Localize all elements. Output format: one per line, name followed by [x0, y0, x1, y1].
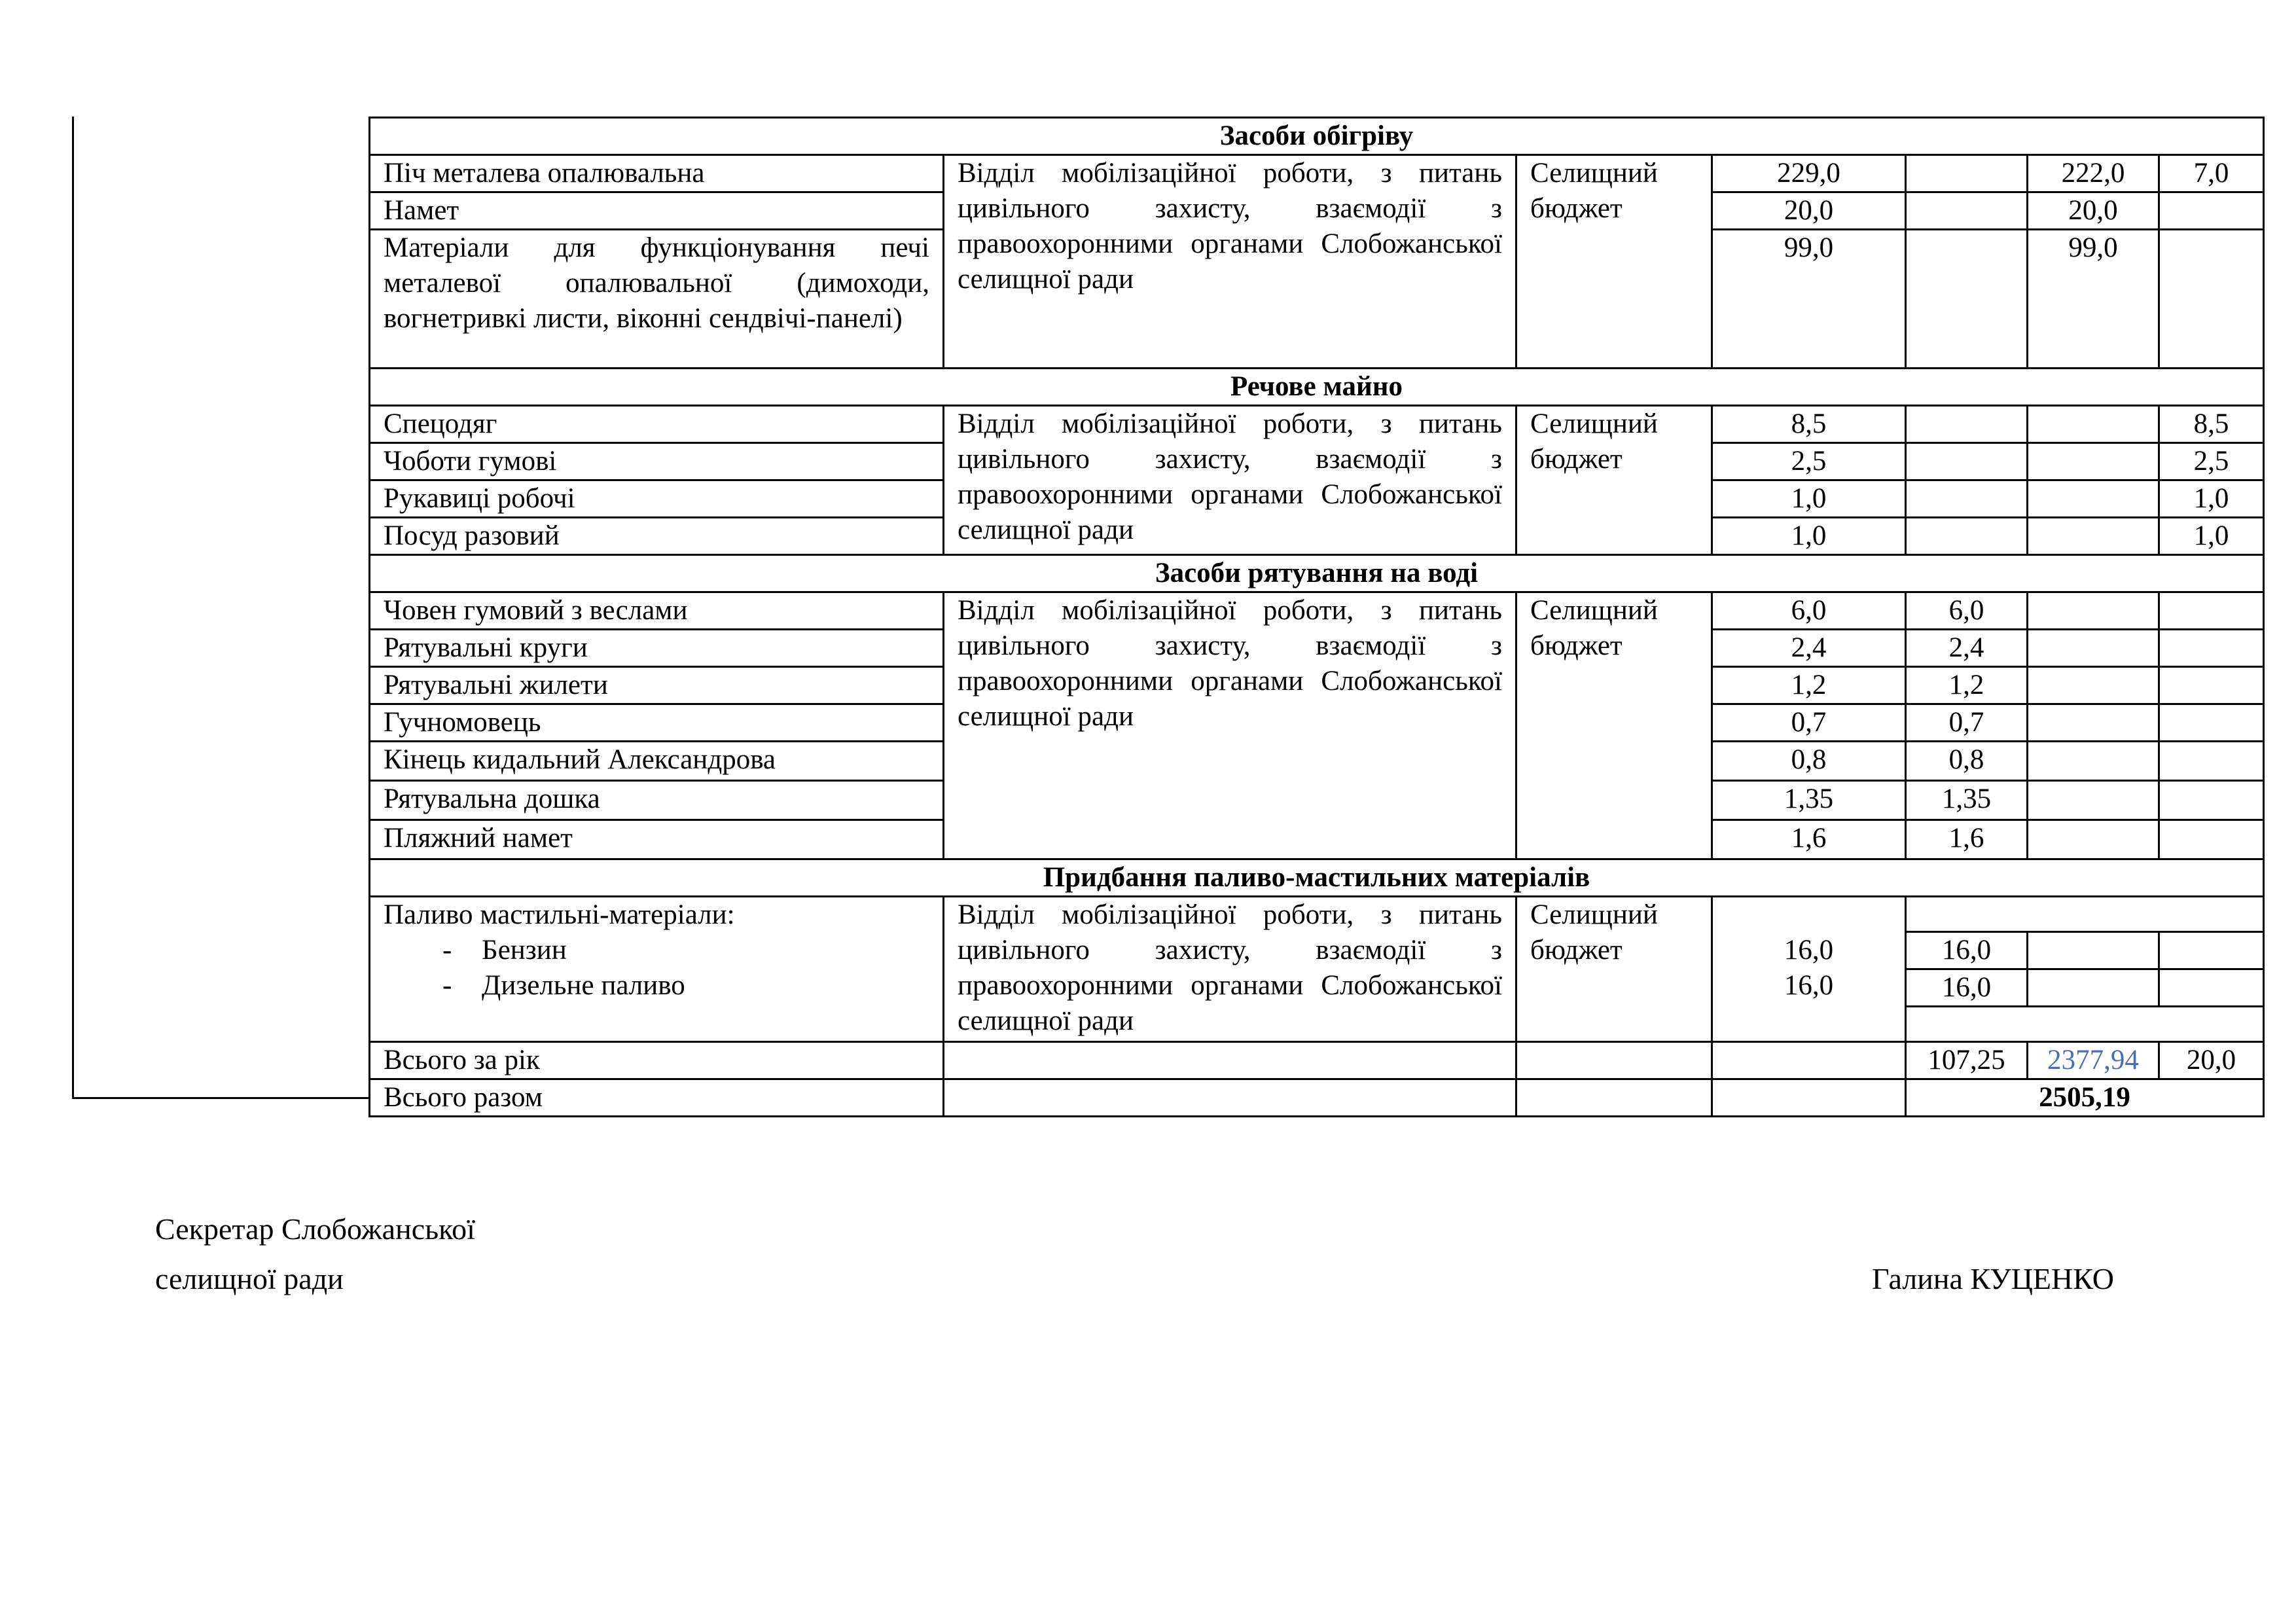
amount-total: 229,0	[1712, 155, 1906, 192]
amount-col1	[1906, 230, 2028, 369]
empty-cell	[1906, 897, 2264, 932]
signature-position-line1: Секретар Слобожанської	[155, 1212, 475, 1246]
total-year-col2: 2377,94	[2028, 1042, 2159, 1079]
item-name: Спецодяг	[370, 406, 944, 443]
item-name: Посуд разовий	[370, 518, 944, 555]
empty-cell	[1712, 1042, 1906, 1079]
fuel-total-cell	[1712, 897, 1906, 1042]
item-name: Човен гумовий з веслами	[370, 592, 944, 630]
amount-total: 16,0	[1784, 970, 1834, 1001]
amount-total: 2,4	[1712, 630, 1906, 667]
empty-cell	[2159, 932, 2264, 969]
amount-total: 1,0	[1712, 480, 1906, 518]
amount-total: 20,0	[1712, 192, 1906, 230]
total-year-col3: 20,0	[2159, 1042, 2264, 1079]
item-name: Рукавиці робочі	[370, 480, 944, 518]
amount-col2: 20,0	[2028, 192, 2159, 230]
amount-total: 2,5	[1712, 443, 1906, 480]
amount-col2	[2028, 781, 2159, 820]
amount-col1: 2,4	[1906, 630, 2028, 667]
amount-col1: 0,8	[1906, 742, 2028, 781]
item-name: Рятувальна дошка	[370, 781, 944, 820]
list-dash: -	[442, 935, 452, 965]
total-year-label: Всього за рік	[370, 1042, 944, 1079]
funding-source-cell: Селищний бюджет	[1516, 155, 1712, 369]
signature-name: Галина КУЦЕНКО	[1872, 1262, 2114, 1295]
fuel-item-name: Дизельне паливо	[482, 970, 685, 1001]
amount-total: 99,0	[1712, 230, 1906, 369]
amount-col3: 8,5	[2159, 406, 2264, 443]
amount-total: 1,2	[1712, 667, 1906, 704]
amount-col2	[2028, 742, 2159, 781]
empty-cell	[1906, 1007, 2264, 1042]
amount-col2	[2028, 480, 2159, 518]
amount-total: 0,7	[1712, 704, 1906, 742]
budget-table	[368, 117, 2265, 1117]
executor-cell: Відділ мобілізаційної роботи, з питань цивільного захисту, взаємодії з правоохоронними органами Слобожанської селищної ради	[944, 592, 1516, 859]
amount-col3	[2159, 781, 2264, 820]
empty-cell	[2159, 969, 2264, 1007]
total-year-col1: 107,25	[1906, 1042, 2028, 1079]
section-heading: Засоби рятування на воді	[370, 555, 2264, 592]
amount-col1	[1906, 155, 2028, 192]
funding-source-cell: Селищний бюджет	[1516, 592, 1712, 859]
amount-col2	[2028, 592, 2159, 630]
amount-col3	[2159, 820, 2264, 859]
empty-cell	[2028, 932, 2159, 969]
amount-col1	[1906, 480, 2028, 518]
amount-col2	[2028, 667, 2159, 704]
section-heading: Придбання паливо-мастильних матеріалів	[370, 859, 2264, 897]
item-name: Кінець кидальний Александрова	[370, 742, 944, 781]
empty-cell	[1516, 1042, 1712, 1079]
amount-total: 8,5	[1712, 406, 1906, 443]
amount-col2	[2028, 518, 2159, 555]
amount-col3	[2159, 230, 2264, 369]
amount-col1	[1906, 518, 2028, 555]
empty-cell	[944, 1042, 1516, 1079]
empty-cell	[1516, 1079, 1712, 1117]
amount-col3: 1,0	[2159, 480, 2264, 518]
amount-col2	[2028, 406, 2159, 443]
section-heading: Засоби обігріву	[370, 118, 2264, 155]
amount-col1: 1,35	[1906, 781, 2028, 820]
amount-col3	[2159, 630, 2264, 667]
amount-col1: 6,0	[1906, 592, 2028, 630]
amount-total: 0,8	[1712, 742, 1906, 781]
item-name: Пляжний намет	[370, 820, 944, 859]
grand-total-value: 2505,19	[1906, 1079, 2264, 1117]
item-name: Гучномовець	[370, 704, 944, 742]
amount-total: 1,35	[1712, 781, 1906, 820]
list-dash: -	[442, 970, 452, 1001]
table-left-border	[72, 117, 74, 1099]
amount-col2: 222,0	[2028, 155, 2159, 192]
item-name: Піч металева опалювальна	[370, 155, 944, 192]
signature-position-line2: селищної ради	[155, 1262, 344, 1295]
item-name: Рятувальні круги	[370, 630, 944, 667]
grand-total-label: Всього разом	[370, 1079, 944, 1117]
funding-source-cell: Селищний бюджет	[1516, 897, 1712, 1042]
item-name: Чоботи гумові	[370, 443, 944, 480]
executor-cell: Відділ мобілізаційної роботи, з питань цивільного захисту, взаємодії з правоохоронними органами Слобожанської селищної ради	[944, 406, 1516, 555]
item-name: Намет	[370, 192, 944, 230]
executor-cell: Відділ мобілізаційної роботи, з питань цивільного захисту, взаємодії з правоохоронними органами Слобожанської селищної ради	[944, 155, 1516, 369]
amount-total: 1,0	[1712, 518, 1906, 555]
amount-col3	[2159, 192, 2264, 230]
amount-col3: 1,0	[2159, 518, 2264, 555]
funding-source-cell: Селищний бюджет	[1516, 406, 1712, 555]
amount-col3	[2159, 592, 2264, 630]
amount-col3	[2159, 704, 2264, 742]
executor-cell: Відділ мобілізаційної роботи, з питань цивільного захисту, взаємодії з правоохоронними органами Слобожанської селищної ради	[944, 897, 1516, 1042]
amount-total: 6,0	[1712, 592, 1906, 630]
empty-cell	[944, 1079, 1516, 1117]
amount-total: 1,6	[1712, 820, 1906, 859]
amount-col3	[2159, 667, 2264, 704]
amount-col1	[1906, 443, 2028, 480]
amount-col2	[2028, 630, 2159, 667]
amount-total: 16,0	[1784, 935, 1834, 965]
amount-col1	[1906, 406, 2028, 443]
item-name: Матеріали для функціонування печі металевої опалювальної (димоходи, вогнетривкі листи, віконні сендвічі-панелі)	[370, 230, 944, 369]
fuel-item-name: Бензин	[482, 935, 567, 965]
item-name: Рятувальні жилети	[370, 667, 944, 704]
amount-col2: 99,0	[2028, 230, 2159, 369]
section-heading: Речове майно	[370, 369, 2264, 406]
empty-cell	[2028, 969, 2159, 1007]
amount-col1: 1,6	[1906, 820, 2028, 859]
table-bottom-border	[72, 1097, 370, 1099]
amount-col1: 1,2	[1906, 667, 2028, 704]
fuel-header: Паливо мастильні-матеріали:	[384, 899, 735, 930]
amount-col1: 16,0	[1906, 969, 2028, 1007]
amount-col3: 7,0	[2159, 155, 2264, 192]
amount-col2	[2028, 704, 2159, 742]
amount-col3: 2,5	[2159, 443, 2264, 480]
amount-col1	[1906, 192, 2028, 230]
amount-col1: 16,0	[1906, 932, 2028, 969]
amount-col1: 0,7	[1906, 704, 2028, 742]
amount-col2	[2028, 443, 2159, 480]
amount-col3	[2159, 742, 2264, 781]
empty-cell	[1712, 1079, 1906, 1117]
fuel-item-cell	[370, 897, 944, 1042]
signature-position	[155, 1204, 475, 1304]
amount-col2	[2028, 820, 2159, 859]
